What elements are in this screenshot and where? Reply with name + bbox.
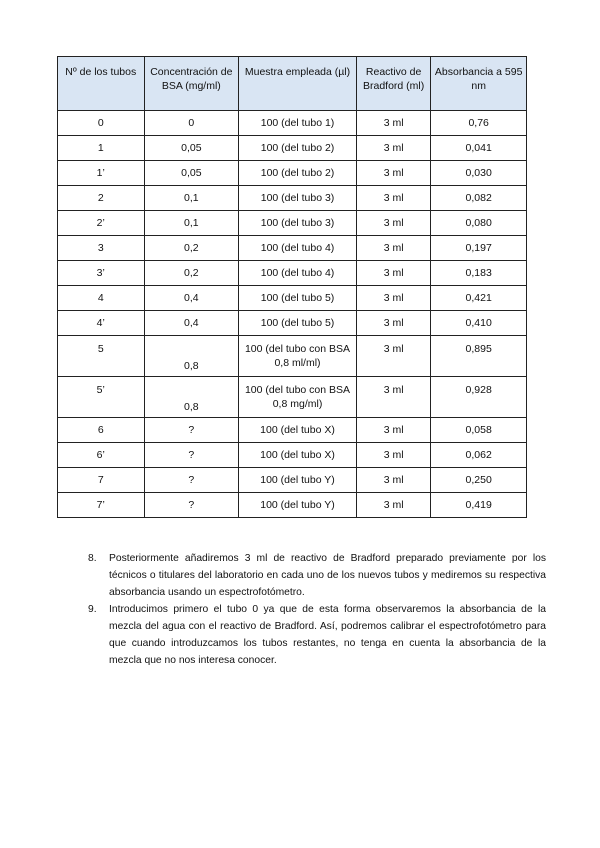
- cell-tube: 1: [58, 136, 145, 161]
- table-row: [58, 377, 527, 418]
- table-row: [58, 443, 527, 468]
- cell-sample: 100 (del tubo 2): [239, 136, 357, 161]
- cell-tube: 5: [58, 336, 145, 377]
- cell-tube: 4: [58, 286, 145, 311]
- cell-sample: 100 (del tubo 1): [239, 111, 357, 136]
- cell-concentration: ?: [144, 493, 239, 518]
- cell-reagent: 3 ml: [356, 468, 430, 493]
- table-row: [58, 468, 527, 493]
- cell-absorbance: 0,082: [431, 186, 527, 211]
- cell-absorbance: 0,080: [431, 211, 527, 236]
- cell-concentration: ?: [144, 443, 239, 468]
- cell-concentration: 0,4: [144, 311, 239, 336]
- header-tube: Nº de los tubos: [58, 57, 145, 111]
- results-table: [57, 56, 527, 518]
- cell-concentration: 0,1: [144, 186, 239, 211]
- table-row: [58, 161, 527, 186]
- cell-sample: 100 (del tubo 4): [239, 236, 357, 261]
- procedure-steps: [88, 550, 546, 669]
- cell-sample: 100 (del tubo Y): [239, 468, 357, 493]
- step-number: 8.: [88, 553, 97, 564]
- cell-absorbance: 0,030: [431, 161, 527, 186]
- table-row: [58, 418, 527, 443]
- cell-reagent: 3 ml: [356, 493, 430, 518]
- step-text: Posteriormente añadiremos 3 ml de reactivo de Bradford preparado previamente por los técnicos o titulares del laboratorio en cada uno de los nuevos tubos y mediremos su respectiva absorbancia usando un espectrofotómetro.: [109, 553, 546, 598]
- cell-absorbance: 0,041: [431, 136, 527, 161]
- cell-tube: 6: [58, 418, 145, 443]
- cell-absorbance: 0,895: [431, 336, 527, 377]
- table-row: [58, 261, 527, 286]
- table-body: [58, 111, 527, 518]
- header-sample: Muestra empleada (µl): [239, 57, 357, 111]
- cell-reagent: 3 ml: [356, 111, 430, 136]
- cell-concentration: 0,05: [144, 161, 239, 186]
- cell-concentration: 0,8: [144, 336, 239, 377]
- cell-concentration: 0,05: [144, 136, 239, 161]
- header-concentration: Concentración de BSA (mg/ml): [144, 57, 239, 111]
- cell-sample: 100 (del tubo con BSA 0,8 mg/ml): [239, 377, 357, 418]
- cell-concentration: 0,2: [144, 236, 239, 261]
- cell-sample: 100 (del tubo 3): [239, 211, 357, 236]
- table-row: [58, 286, 527, 311]
- step-number: 9.: [88, 604, 97, 615]
- table-header: [58, 57, 527, 111]
- cell-reagent: 3 ml: [356, 377, 430, 418]
- list-item: [88, 601, 546, 669]
- table-row: [58, 136, 527, 161]
- cell-tube: 2’: [58, 211, 145, 236]
- cell-sample: 100 (del tubo 2): [239, 161, 357, 186]
- cell-reagent: 3 ml: [356, 286, 430, 311]
- cell-tube: 0: [58, 111, 145, 136]
- cell-absorbance: 0,928: [431, 377, 527, 418]
- cell-absorbance: 0,183: [431, 261, 527, 286]
- cell-reagent: 3 ml: [356, 136, 430, 161]
- cell-sample: 100 (del tubo 5): [239, 311, 357, 336]
- cell-reagent: 3 ml: [356, 186, 430, 211]
- cell-reagent: 3 ml: [356, 161, 430, 186]
- cell-sample: 100 (del tubo X): [239, 443, 357, 468]
- cell-concentration: 0,4: [144, 286, 239, 311]
- cell-concentration: 0,2: [144, 261, 239, 286]
- table-row: [58, 311, 527, 336]
- cell-concentration: 0,8: [144, 377, 239, 418]
- cell-reagent: 3 ml: [356, 443, 430, 468]
- cell-tube: 7: [58, 468, 145, 493]
- cell-tube: 6’: [58, 443, 145, 468]
- cell-reagent: 3 ml: [356, 311, 430, 336]
- cell-tube: 4’: [58, 311, 145, 336]
- cell-reagent: 3 ml: [356, 418, 430, 443]
- table-row: [58, 336, 527, 377]
- cell-absorbance: 0,058: [431, 418, 527, 443]
- cell-reagent: 3 ml: [356, 261, 430, 286]
- cell-tube: 3’: [58, 261, 145, 286]
- table-row: [58, 493, 527, 518]
- cell-absorbance: 0,410: [431, 311, 527, 336]
- cell-reagent: 3 ml: [356, 336, 430, 377]
- table-row: [58, 186, 527, 211]
- header-reagent: Reactivo de Bradford (ml): [356, 57, 430, 111]
- cell-tube: 1’: [58, 161, 145, 186]
- cell-absorbance: 0,250: [431, 468, 527, 493]
- cell-sample: 100 (del tubo con BSA 0,8 ml/ml): [239, 336, 357, 377]
- cell-tube: 3: [58, 236, 145, 261]
- cell-absorbance: 0,197: [431, 236, 527, 261]
- cell-tube: 5’: [58, 377, 145, 418]
- cell-concentration: 0: [144, 111, 239, 136]
- cell-concentration: 0,1: [144, 211, 239, 236]
- cell-reagent: 3 ml: [356, 211, 430, 236]
- cell-concentration: ?: [144, 418, 239, 443]
- cell-tube: 7’: [58, 493, 145, 518]
- cell-absorbance: 0,419: [431, 493, 527, 518]
- list-item: [88, 550, 546, 601]
- step-text: Introducimos primero el tubo 0 ya que de esta forma observaremos la absorbancia de la mezcla del agua con el reactivo de Bradford. Así, podremos calibrar el espectrofotómetro para que cuando introduzcamos los tubos restantes, no tenga en cuenta la absorbancia de la mezcla que no nos interesa conocer.: [109, 604, 546, 666]
- header-absorbance: Absorbancia a 595 nm: [431, 57, 527, 111]
- header-row: [58, 57, 527, 111]
- cell-tube: 2: [58, 186, 145, 211]
- cell-concentration: ?: [144, 468, 239, 493]
- table-row: [58, 211, 527, 236]
- cell-sample: 100 (del tubo 4): [239, 261, 357, 286]
- cell-sample: 100 (del tubo X): [239, 418, 357, 443]
- cell-absorbance: 0,76: [431, 111, 527, 136]
- cell-absorbance: 0,421: [431, 286, 527, 311]
- cell-sample: 100 (del tubo 3): [239, 186, 357, 211]
- table-row: [58, 111, 527, 136]
- cell-reagent: 3 ml: [356, 236, 430, 261]
- cell-absorbance: 0,062: [431, 443, 527, 468]
- table-row: [58, 236, 527, 261]
- cell-sample: 100 (del tubo Y): [239, 493, 357, 518]
- cell-sample: 100 (del tubo 5): [239, 286, 357, 311]
